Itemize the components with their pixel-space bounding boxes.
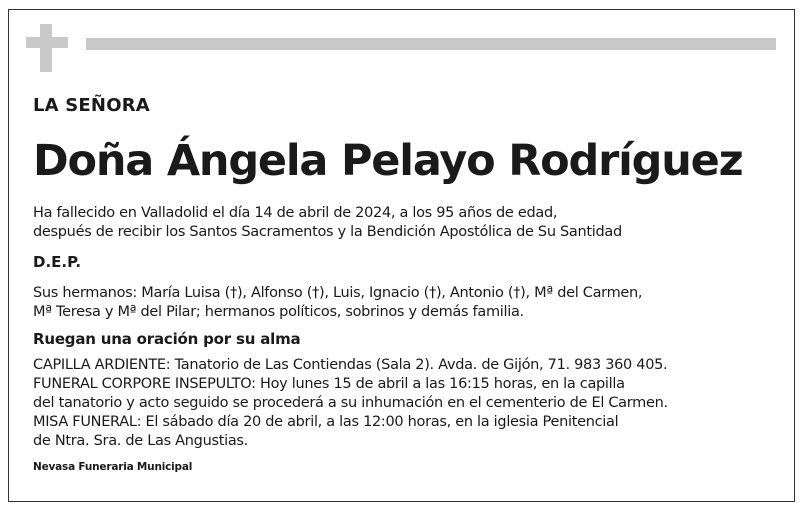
obituary-card xyxy=(8,9,795,502)
prayer-request: Ruegan una oración por su alma xyxy=(33,330,301,348)
service-line: del tanatorio y acto seguido se procederá a su inhumación en el cementerio de El Carmen. xyxy=(33,395,668,411)
honorific: LA SEÑORA xyxy=(33,95,150,116)
death-announcement xyxy=(33,204,622,242)
service-line: de Ntra. Sra. de Las Angustias. xyxy=(33,433,248,449)
service-details xyxy=(33,356,668,451)
death-line: Ha fallecido en Valladolid el día 14 de abril de 2024, a los 95 años de edad, xyxy=(33,205,558,221)
cross-icon-bar xyxy=(26,37,68,48)
service-line: CAPILLA ARDIENTE: Tanatorio de Las Contiendas (Sala 2). Avda. de Gijón, 71. 983 360 405. xyxy=(33,357,668,373)
header-rule xyxy=(86,38,776,50)
service-line: MISA FUNERAL: El sábado día 20 de abril, a las 12:00 horas, en la iglesia Penitencial xyxy=(33,414,619,430)
cross-icon xyxy=(40,24,52,72)
family-line: Mª Teresa y Mª del Pilar; hermanos políticos, sobrinos y demás familia. xyxy=(33,304,524,320)
funeral-home: Nevasa Funeraria Municipal xyxy=(33,461,193,473)
family-line: Sus hermanos: María Luisa (†), Alfonso (†), Luis, Ignacio (†), Antonio (†), Mª del Carmen, xyxy=(33,285,643,301)
family-list xyxy=(33,284,642,322)
death-line: después de recibir los Santos Sacramentos y la Bendición Apostólica de Su Santidad xyxy=(33,224,622,240)
dep-label: D.E.P. xyxy=(33,253,82,271)
service-line: FUNERAL CORPORE INSEPULTO: Hoy lunes 15 de abril a las 16:15 horas, en la capilla xyxy=(33,376,625,392)
deceased-name: Doña Ángela Pelayo Rodríguez xyxy=(33,136,743,186)
